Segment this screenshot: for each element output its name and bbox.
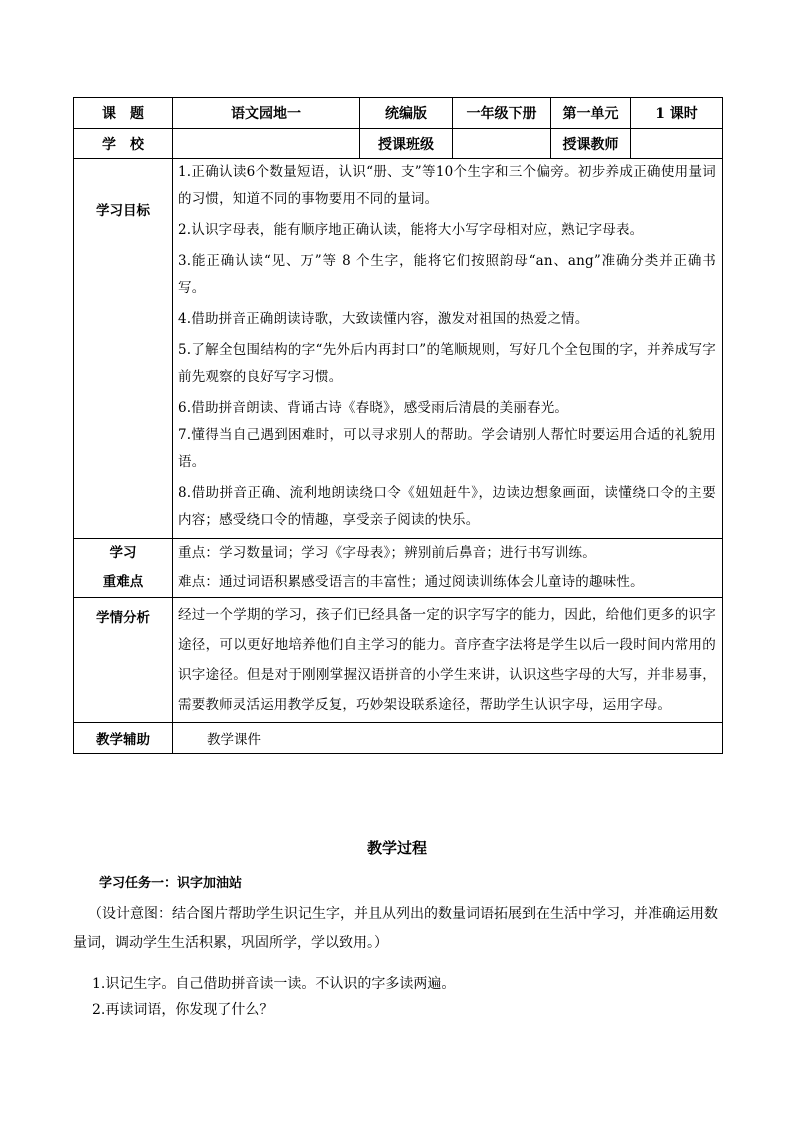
difficulty-text: 难点：通过词语积累感受语言的丰富性；通过阅读训练体会儿童诗的趣味性。 [178, 574, 644, 590]
key-points-label [74, 539, 173, 598]
goals-label: 学习目标 [74, 159, 173, 539]
teacher-value [631, 129, 723, 159]
goals-row [74, 159, 723, 539]
analysis-text: 经过一个学期的学习，孩子们已经具备一定的识字写字的能力，因此，给他们更多的识字途径，可以更好地培养他们自主学习的能力。音序查字法将是学生以后一段时间内常用的识字途径。但是对于刚刚掌握汉语拼音的小学生来讲，认识这些字母的大写，并非易事，需要教师灵活运用教学反复，巧妙架设联系途径，帮助学生认识字母，运用字母。 [178, 607, 716, 713]
analysis-content [173, 598, 723, 723]
aids-label: 教学辅助 [74, 723, 173, 754]
class-value [453, 129, 551, 159]
key-points-label-line2: 重难点 [102, 574, 144, 590]
key-points-label-line1: 学习 [109, 545, 137, 561]
teacher-label: 授课教师 [551, 129, 631, 159]
school-value [173, 129, 360, 159]
goal-item: 4.借助拼音正确朗读诗歌，大致读懂内容，激发对祖国的热爱之情。 [178, 311, 589, 327]
goal-item: 8.借助拼音正确、流利地朗读绕口令《妞妞赶牛》，边读边想象画面，读懂绕口令的主要内容；感受绕口令的情趣，享受亲子阅读的快乐。 [178, 485, 716, 528]
key-points-content [173, 539, 723, 598]
topic-value: 语文园地一 [173, 98, 360, 129]
design-intent-paragraph: （设计意图：结合图片帮助学生识记生字，并且从列出的数量词语拓展到在生活中学习，并准确运用数量词，调动学生生活积累，巩固所学，学以致用。） [73, 906, 718, 951]
goal-item: 6.借助拼音朗读、背诵古诗《春晓》，感受雨后清晨的美丽春光。 [178, 400, 569, 416]
school-row [74, 129, 723, 159]
task-heading: 学习任务一：识字加油站 [99, 876, 243, 891]
goal-item: 1.正确认读6个数量短语，认识“册、支”等10个生字和三个偏旁。初步养成正确使用量词的习惯，知道不同的事物要用不同的量词。 [178, 164, 716, 207]
analysis-row [74, 598, 723, 723]
aids-row [74, 723, 723, 754]
edition-cell: 统编版 [360, 98, 453, 129]
aids-value: 教学课件 [173, 723, 723, 754]
class-label: 授课班级 [360, 129, 453, 159]
analysis-label: 学情分析 [74, 598, 173, 723]
goal-item: 3.能正确认读“见、万”等 8 个生字，能将它们按照韵母“an、ang”准确分类并正确书写。 [178, 253, 716, 296]
focus-text: 重点：学习数量词；学习《字母表》；辨别前后鼻音；进行书写训练。 [178, 545, 596, 561]
step-1-text: 1.识记生字。自己借助拼音读一读。不认识的字多读两遍。 [92, 976, 456, 992]
goal-item: 7.懂得当自己遇到困难时，可以寻求别人的帮助。学会请别人帮忙时要运用合适的礼貌用语。 [178, 427, 716, 470]
grade-cell: 一年级下册 [453, 98, 551, 129]
goal-item: 5.了解全包围结构的字“先外后内再封口”的笔顺规则，写好几个全包围的字，并养成写字前先观察的良好写字习惯。 [178, 342, 716, 385]
school-label: 学 校 [74, 129, 173, 159]
process-title: 教学过程 [366, 839, 427, 857]
header-row [74, 98, 723, 129]
lesson-info-table [73, 97, 723, 754]
goal-item: 2.认识字母表，能有顺序地正确认读，能将大小写字母相对应，熟记字母表。 [178, 222, 644, 238]
unit-cell: 第一单元 [551, 98, 631, 129]
topic-label: 课 题 [74, 98, 173, 129]
step-2-text: 2.再读词语，你发现了什么？ [92, 1002, 274, 1018]
goals-list [173, 159, 723, 539]
key-points-row [74, 539, 723, 598]
hours-cell: 1 课时 [631, 98, 723, 129]
